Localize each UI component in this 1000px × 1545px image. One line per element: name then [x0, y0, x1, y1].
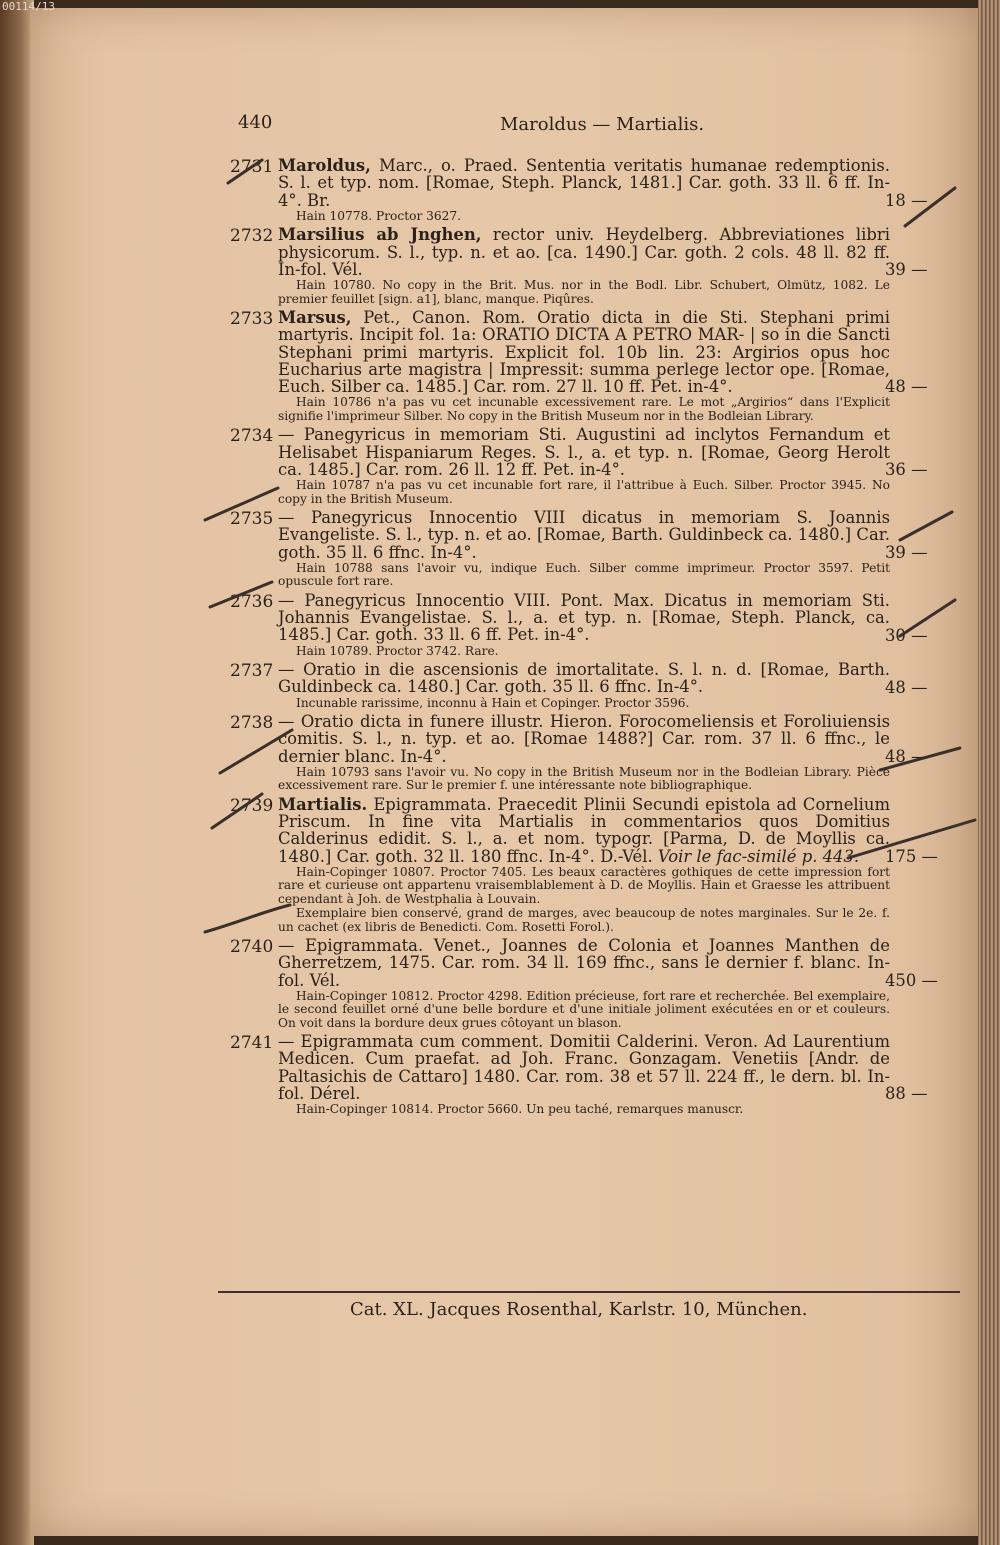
- entry-price: 48 —: [885, 377, 928, 396]
- page-header: [0, 112, 1000, 138]
- entry-text: — Oratio in die ascensionis de imortalitate. S. l. n. d. [Romae, Barth. Guldinbeck ca. 1480.] Car. goth. 35 ll. 6 ffnc. In-4°.: [278, 660, 890, 697]
- entry-price: 18 —: [885, 191, 928, 210]
- page-footer: Cat. XL. Jacques Rosenthal, Karlstr. 10, München.: [350, 1299, 808, 1320]
- catalog-entry: [230, 425, 928, 506]
- entry-note: Hain 10789. Proctor 3742. Rare.: [296, 643, 499, 658]
- entry-description: [278, 713, 890, 765]
- entry-note-2: Exemplaire bien conservé, grand de marges, avec beaucoup de notes marginales. Sur le 2e. f. un cachet (ex libris de Benedicti. Com. Rosetti Forol.).: [278, 906, 890, 934]
- catalog-entry: [230, 712, 928, 793]
- running-title: Maroldus — Martialis.: [500, 114, 705, 135]
- entry-number: 2733: [230, 309, 274, 329]
- catalog-entry: [230, 508, 928, 589]
- entry-text: — Oratio dicta in funere illustr. Hieron. Forocomeliensis et Foroliuiensis comitis. S. l., n. typ. et ao. [Romae 1488?] Car. rom. 37 ll. 6 ffnc., le dernier blanc. In-4°.: [278, 712, 890, 766]
- entry-number: 2734: [230, 426, 274, 447]
- entry-number: 2732: [230, 226, 274, 247]
- entry-text: Marc., o. Praed. Sententia veritatis humanae redemptionis. S. l. et typ. nom. [Romae, Steph. Planck, 1481.] Car. goth. 33 ll. 6 ff. In-4°. Br.: [278, 156, 890, 210]
- entry-number: 2735: [230, 509, 274, 529]
- page-edge: [978, 0, 1000, 1545]
- catalog-entry: [230, 156, 928, 223]
- corner-mark: 00114/13: [2, 0, 55, 13]
- catalog-entry: [230, 1032, 928, 1117]
- entry-description: [278, 1033, 890, 1102]
- catalog-entry: [230, 308, 928, 423]
- entry-text: — Panegyricus Innocentio VIII. Pont. Max. Dicatus in memoriam Sti. Johannis Evangelistae. S. l., a. et typ. n. [Romae, Steph. Planck, ca. 1485.] Car. goth. 33 ll. 6 ff. Pet. in-4°.: [278, 590, 890, 645]
- entry-description: [278, 592, 890, 644]
- entry-description: [278, 157, 890, 209]
- entry-note: Hain 10788 sans l'avoir vu, indique Euch. Silber comme imprimeur. Proctor 3597. Petit opuscule fort rare.: [278, 560, 890, 589]
- entry-price: 36 —: [885, 460, 928, 480]
- entry-price: 175 —: [885, 846, 938, 866]
- entry-text: — Epigrammata cum comment. Domitii Calderini. Veron. Ad Laurentium Medicen. Cum praefat. ad Joh. Franc. Gonzagam. Venetiis [Andr. de Paltasichis de Cattaro] 1480. Car. rom. 38 et 57 ll. 224 ff., le dern. bl. In-fol. Dérel.: [278, 1032, 890, 1103]
- catalog-entry: [230, 225, 928, 306]
- entry-description: [278, 226, 890, 278]
- footer-rule: [218, 1291, 960, 1293]
- entry-price: 88 —: [885, 1084, 928, 1104]
- catalog-entry: [230, 660, 928, 710]
- entry-note: Hain-Copinger 10807. Proctor 7405. Les beaux caractères gothiques de cette impression fort rare et curieuse ont appartenu vraisemblablement à D. de Moyllis. Hain et Graesse les attribuent cependant à Joh. de Westphalia à Louvain.: [278, 864, 890, 906]
- entry-text: — Panegyricus in memoriam Sti. Augustini ad inclytos Fernandum et Helisabet Hispaniarum Reges. S. l., a. et typ. n. [Romae, Georg Herolt ca. 1485.] Car. rom. 26 ll. 12 ff. Pet. in-4°.: [278, 425, 890, 479]
- entry-note: Hain 10780. No copy in the Brit. Mus. nor in the Bodl. Libr. Schubert, Olmütz, 1082. Le premier feuillet [sign. a1], blanc, manque. Piqûres.: [278, 278, 890, 306]
- entry-text: — Panegyricus Innocentio VIII dicatus in memoriam S. Joannis Evangeliste. S. l., typ. n. et ao. [Romae, Barth. Guldinbeck ca. 1480.] Car. goth. 35 ll. 6 ffnc. In-4°.: [278, 508, 890, 562]
- entry-price: 48 —: [885, 678, 928, 697]
- entry-price: 30 —: [885, 625, 928, 645]
- entry-description: [278, 426, 890, 478]
- entry-number: 2737: [230, 661, 274, 681]
- entry-number: 2739: [230, 795, 274, 816]
- entry-heading: Marsilius ab Jnghen,: [278, 225, 482, 245]
- entry-note: Hain-Copinger 10814. Proctor 5660. Un peu taché, remarques manuscr.: [296, 1102, 744, 1117]
- catalog-entry: [230, 590, 928, 658]
- entry-price: 39 —: [885, 543, 928, 562]
- entry-number: 2731: [230, 157, 274, 177]
- entry-description: [278, 937, 890, 989]
- entry-description: [278, 509, 890, 561]
- entry-note: Hain-Copinger 10812. Proctor 4298. Edition précieuse, fort rare et recherchée. Bel exemplaire, le second feuillet orné d'une belle bordure et d'une initiale joliment exécutées en or et couleurs. On voit dans la bordure deux grues côtoyant un blason.: [278, 988, 890, 1030]
- entry-heading: Maroldus,: [278, 156, 371, 175]
- entry-text: Pet., Canon. Rom. Oratio dicta in die Sti. Stephani primi martyris. Incipit fol. 1a: ORATIO DICTA A PETRO MAR- | so in die Sancti Stephani primi martyris. Explicit fol. 10b lin. 23: Argirios opus hoc Eucharius arte magistra | Impressit: summa perlege lector ope. [Romae, Euch. Silber ca. 1485.] Car. rom. 27 ll. 10 ff. Pet. in-4°.: [278, 308, 890, 397]
- entry-text: rector univ. Heydelberg. Abbreviationes libri physicorum. S. l., typ. n. et ao. [ca. 1490.] Car. goth. 2 cols. 48 ll. 82 ff. In-fol. Vél.: [278, 225, 890, 279]
- entry-price: 450 —: [885, 970, 938, 990]
- entry-number: 2736: [230, 591, 274, 612]
- entry-description: [278, 309, 890, 395]
- entry-note: Hain 10787 n'a pas vu cet incunable fort rare, il l'attribue à Euch. Silber. Proctor 3945. No copy in the British Museum.: [278, 478, 890, 506]
- catalog-entries: [230, 156, 938, 1120]
- entry-number: 2740: [230, 936, 274, 957]
- entry-price: 39 —: [885, 260, 928, 280]
- entry-number: 2738: [230, 713, 274, 733]
- entry-heading: Marsus,: [278, 308, 352, 327]
- entry-note: Hain 10793 sans l'avoir vu. No copy in the British Museum nor in the Bodleian Library. Pièce excessivement rare. Sur le premier f. une intéressante note bibliographique.: [278, 764, 890, 793]
- book-spine: [0, 0, 34, 1545]
- entry-description: [278, 796, 890, 865]
- page-number: 440: [238, 112, 273, 133]
- entry-note: Hain 10786 n'a pas vu cet incunable excessivement rare. Le mot „Argirios“ dans l'Explicit signifie l'imprimeur Silber. No copy in the British Museum nor in the Bodleian Library.: [278, 395, 890, 423]
- catalog-entry: [230, 794, 938, 934]
- entry-note: Hain 10778. Proctor 3627.: [296, 208, 462, 223]
- entry-text: Epigrammata. Praecedit Plinii Secundi epistola ad Cornelium Priscum. In fine vita Martialis in commentarios quos Domitius Calderinus edidit. S. l., a. et nom. typogr. [Parma, D. de Moyllis ca. 1480.] Car. goth. 32 ll. 180 ffnc. In-4°. D.-Vél.: [278, 794, 890, 866]
- entry-description: [278, 661, 890, 696]
- entry-crossref: Voir le fac-similé p. 443.: [657, 846, 860, 866]
- entry-note: Incunable rarissime, inconnu à Hain et Copinger. Proctor 3596.: [296, 695, 690, 710]
- catalog-entry: [230, 935, 938, 1030]
- entry-text: — Epigrammata. Venet., Joannes de Colonia et Joannes Manthen de Gherretzem, 1475. Car. rom. 34 ll. 169 ffnc., sans le dernier f. blanc. In-fol. Vél.: [278, 935, 890, 990]
- entry-price: 48 —: [885, 747, 928, 766]
- entry-number: 2741: [230, 1033, 274, 1054]
- entry-heading: Martialis.: [278, 794, 368, 814]
